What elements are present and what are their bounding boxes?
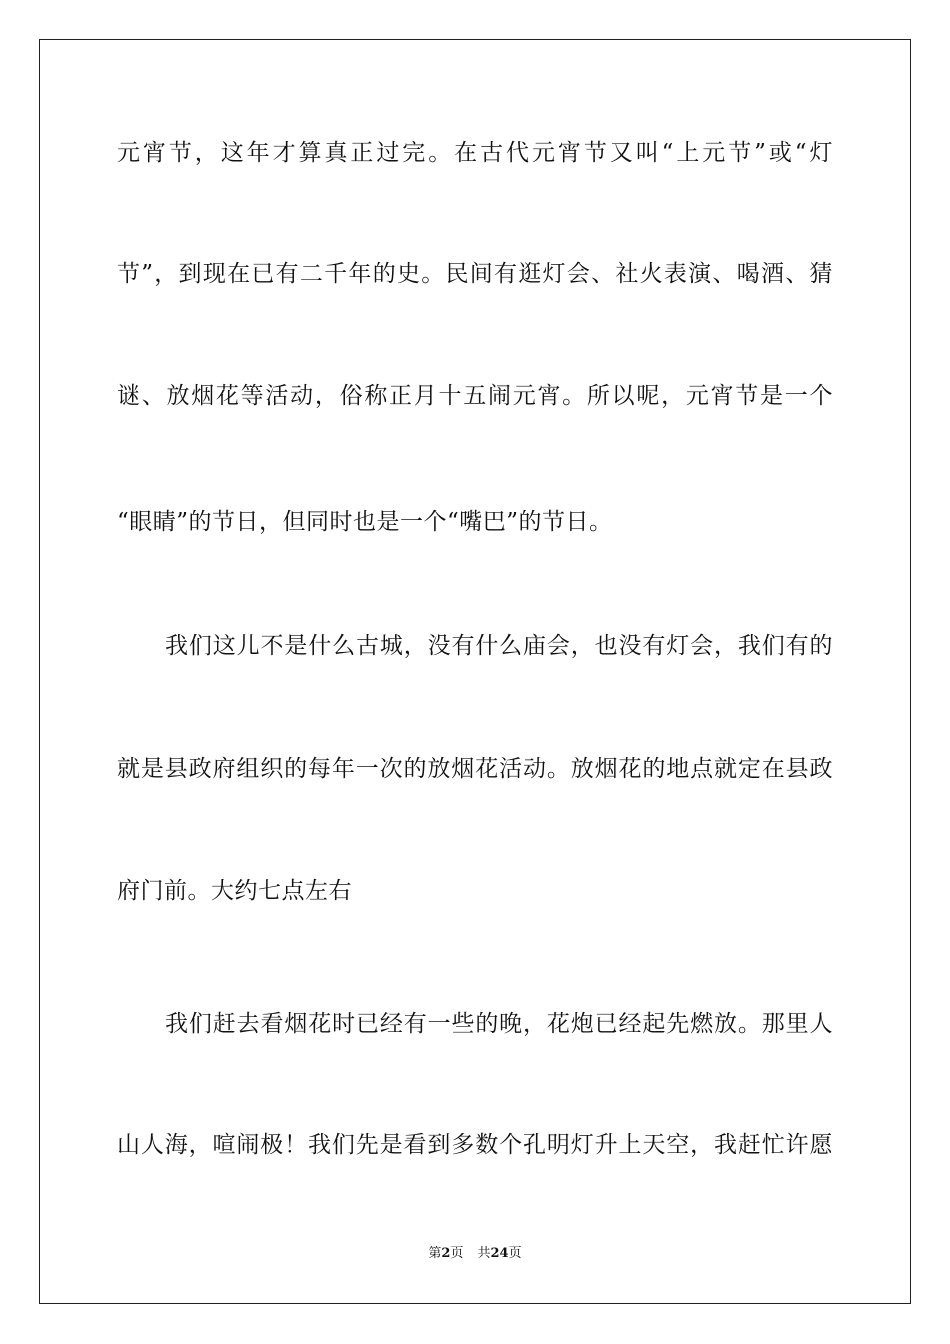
page-border <box>39 39 911 1304</box>
text-line-1: 元宵节，这年才算真正过完。在古代元宵节又叫“上元节”或“灯 <box>117 140 833 166</box>
text-line-5: 我们这儿不是什么古城，没有什么庙会，也没有灯会，我们有的 <box>165 633 833 659</box>
text-line-7: 府门前。大约七点左右 <box>117 878 352 904</box>
page-prefix: 第 <box>428 1246 442 1261</box>
page-number: 2 <box>441 1246 451 1261</box>
text-line-9: 山人海，喧闹极！我们先是看到多数个孔明灯升上天空，我赶忙许愿 <box>117 1132 833 1158</box>
total-suffix: 页 <box>508 1246 522 1261</box>
total-prefix: 共 <box>477 1246 491 1261</box>
total-pages: 24 <box>490 1246 509 1261</box>
text-line-8: 我们赶去看烟花时已经有一些的晚，花炮已经起先燃放。那里人 <box>165 1011 833 1037</box>
text-line-2: 节”，到现在已有二千年的史。民间有逛灯会、社火表演、喝酒、猜 <box>117 261 833 287</box>
text-line-3: 谜、放烟花等活动，俗称正月十五闹元宵。所以呢，元宵节是一个 <box>117 383 833 409</box>
text-line-6: 就是县政府组织的每年一次的放烟花活动。放烟花的地点就定在县政 <box>117 756 833 782</box>
page-footer <box>0 1245 950 1263</box>
text-line-4: “眼睛”的节日，但同时也是一个“嘴巴”的节日。 <box>117 509 613 535</box>
page-suffix: 页 <box>450 1246 464 1261</box>
